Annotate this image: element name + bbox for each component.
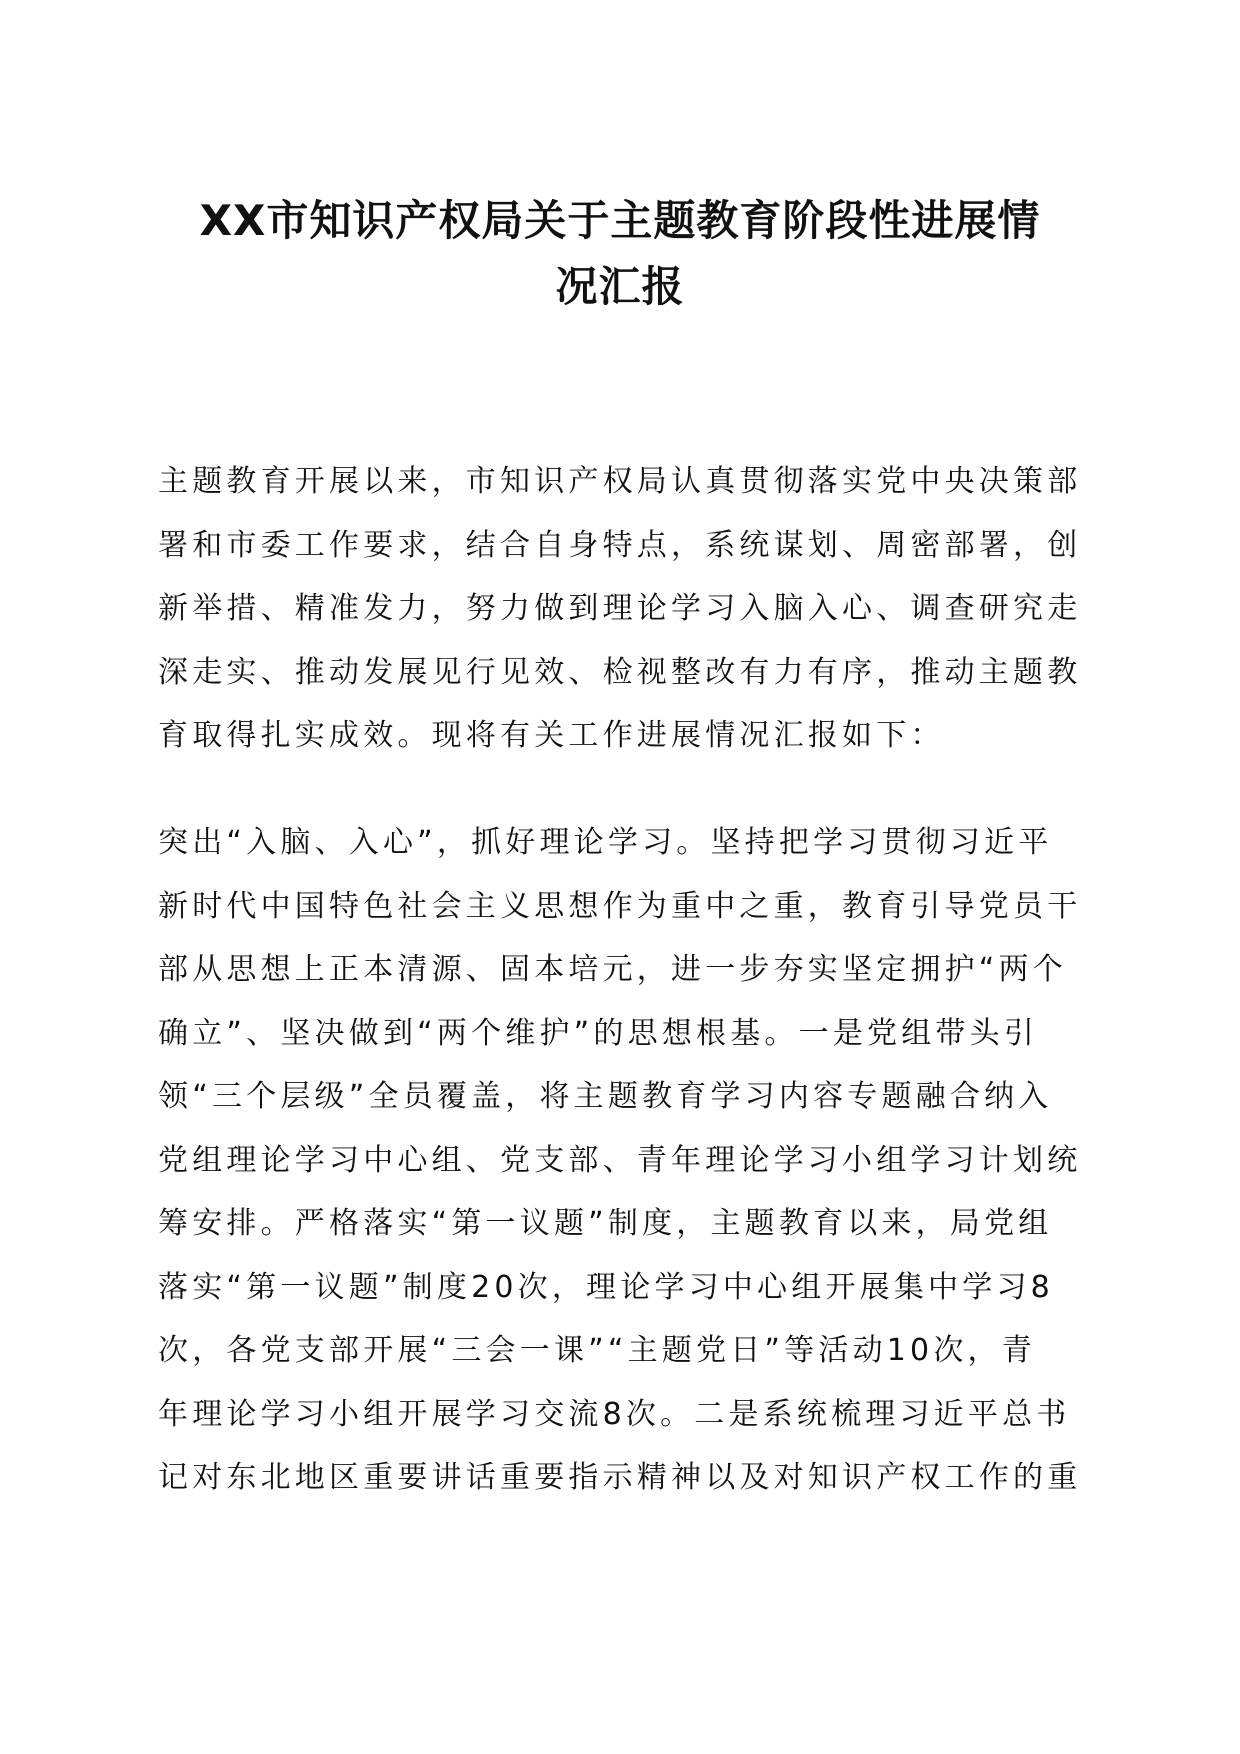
paragraph-line: 育取得扎实成效。现将有关工作进展情况汇报如下： — [158, 718, 945, 753]
title-line: XX市知识产权局关于主题教育阶段性进展情 — [199, 196, 1041, 245]
paragraph-line: 记对东北地区重要讲话重要指示精神以及对知识产权工作的重 — [158, 1460, 1082, 1495]
paragraph-line: 筹安排。严格落实“第一议题”制度，主题教育以来，局党组 — [158, 1206, 1053, 1241]
theory-study-paragraph — [158, 811, 1080, 1510]
paragraph-line: 落实“第一议题”制度20次，理论学习中心组开展集中学习8 — [158, 1269, 1054, 1305]
paragraph-line: 确立”、坚决做到“两个维护”的思想根基。一是党组带头引 — [158, 1015, 1039, 1051]
paragraph-line: 新举措、精准发力，努力做到理论学习入脑入心、调查研究走 — [158, 591, 1082, 626]
paragraph-line: 新时代中国特色社会主义思想作为重中之重，教育引导党员干 — [158, 888, 1082, 924]
intro-paragraph — [158, 450, 1080, 768]
paragraph-line: 党组理论学习中心组、党支部、青年理论学习小组学习计划统 — [158, 1142, 1082, 1178]
document-title — [130, 188, 1110, 320]
paragraph-line: 突出“入脑、入心”，抓好理论学习。坚持把学习贯彻习近平 — [158, 825, 1053, 860]
paragraph-line: 深走实、推动发展见行见效、检视整改有力有序，推动主题教 — [158, 654, 1082, 690]
paragraph-line: 次，各党支部开展“三会一课”“主题党日”等活动10次，青 — [158, 1333, 1036, 1368]
paragraph-line: 领“三个层级”全员覆盖，将主题教育学习内容专题融合纳入 — [158, 1079, 1053, 1114]
paragraph-line: 部从思想上正本清源、固本培元，进一步夯实坚定拥护“两个 — [158, 952, 1067, 987]
title-line: 况汇报 — [555, 262, 685, 311]
paragraph-line: 年理论学习小组开展学习交流8次。二是系统梳理习近平总书 — [158, 1396, 1071, 1432]
paragraph-line: 署和市委工作要求，结合自身特点，系统谋划、周密部署，创 — [158, 527, 1082, 563]
paragraph-line: 主题教育开展以来，市知识产权局认真贯彻落实党中央决策部 — [158, 464, 1082, 499]
